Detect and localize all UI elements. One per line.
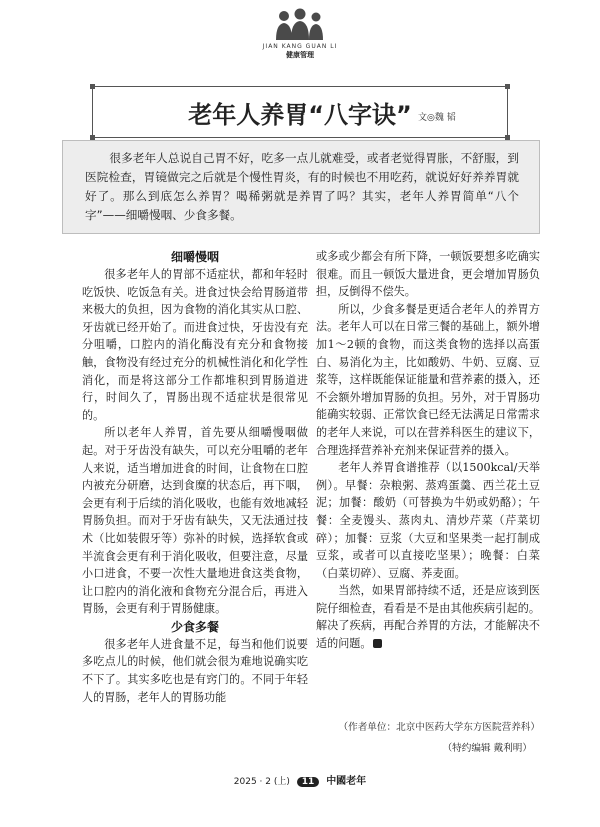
author-unit: （作者单位：北京中医药大学东方医院营养科） xyxy=(338,722,540,733)
issue-date: 2025 · 2 (上) xyxy=(233,777,290,787)
family-silhouette-icon xyxy=(272,8,328,42)
page-footer xyxy=(0,772,600,787)
intro-box xyxy=(62,140,540,234)
frame-corner xyxy=(90,84,95,89)
magazine-name: 中國老年 xyxy=(326,776,367,787)
intro-text: 很多老年人总说自己胃不好，吃多一点儿就难受，或者老觉得胃胀，不舒服，到医院检查，胃镜做完之后就是个慢性胃炎，有的时候也不用吃药，就说好好养养胃就好了。那么到底怎么养胃？喝稀粥就是养胃了吗？其实，老年人养胃简单“八个字”——细嚼慢咽、少食多餐。 xyxy=(85,151,519,222)
right-column xyxy=(316,248,540,653)
article-title: 老年人养胃“八字诀” xyxy=(188,101,412,129)
column-emblem xyxy=(260,8,340,68)
closing-text: 当然，如果胃部持续不适，还是应该到医院仔细检查，看看是不是由其他疾病引起的。解决了疾病，再配合养胃的方法，才能解决不适的问题。 xyxy=(316,584,540,651)
editor-credit: （特约编辑 戴利明） xyxy=(442,743,532,754)
left-column xyxy=(82,248,308,706)
body-paragraph: 或多或少都会有所下降，一顿饭要想多吃确实很难。而且一顿饭大量进食，更会增加胃肠负担，反倒得不偿失。 xyxy=(316,250,540,299)
body-paragraph: 老年人养胃食谱推荐（以1500kcal/天举例）。早餐：杂粮粥、蒸鸡蛋羹、西兰花土豆泥；加餐：酸奶（可替换为牛奶或奶酪）；午餐：全麦馒头、蒸肉丸、清炒芹菜（芹菜切碎）；加餐：豆浆（大豆和坚果类一起打制成豆浆，或者可以直接吃坚果）；晚餐：白菜（白菜切碎）、豆腐、荞麦面。 xyxy=(316,461,540,580)
section-heading: 少食多餐 xyxy=(170,619,219,634)
frame-corner xyxy=(505,84,510,89)
body-paragraph: 所以老年人养胃，首先要从细嚼慢咽做起。对于牙齿没有缺失，可以充分咀嚼的老年人来说，适当增加进食的时间，让食物在口腔内被充分研磨，达到食糜的状态后，再下咽，会更有利于后续的消化吸收，也能有效地减轻胃肠负担。而对于牙齿有缺失，又无法通过技术（比如装假牙等）弥补的时候，选择软食或半流食会更有利于消化吸收，但要注意，尽量小口进食，不要一次性大量地进食这类食物，让口腔内的消化液和食物充分混合后，再进入胃肠，会更有利于胃肠健康。 xyxy=(82,426,308,616)
column-name: 健康管理 xyxy=(286,51,314,59)
page-number: 11 xyxy=(297,777,320,787)
column-pinyin: JIAN KANG GUAN LI xyxy=(262,43,338,50)
section-heading: 细嚼慢咽 xyxy=(170,250,219,264)
end-mark-icon xyxy=(373,639,382,648)
body-paragraph: 很多老年人的胃部不适症状，都和年轻时吃饭快、吃饭急有关。进食过快会给胃肠道带来极大的负担，因为食物的消化其实从口腔、牙齿就已经开始了。而进食过快，牙齿没有充分咀嚼，口腔内的消化酶没有充分和食物接触，食物没有经过充分的机械性消化和化学性消化，而是将这部分工作都堆积到胃肠道进行，时间久了，胃肠出现不适症状是很常见的。 xyxy=(82,268,308,422)
body-paragraph: 所以，少食多餐是更适合老年人的养胃方法。老年人可以在日常三餐的基础上，额外增加1～2顿的食物，而这类食物的选择以高蛋白、易消化为主，比如酸奶、牛奶、豆腐、豆浆等，这样既能保证能量和营养素的摄入，还不会额外增加胃肠的负担。另外，对于胃肠功能确实较弱、正常饮食已经无法满足日常需求的老年人来说，可以在营养科医生的建议下，合理选择营养补充剂来保证营养的摄入。 xyxy=(316,302,540,457)
body-paragraph: 很多老年人进食量不足，每当和他们说要多吃点儿的时候，他们就会很为难地说确实吃不下了。其实多吃也是有窍门的。不同于年轻人的胃肠，老年人的胃肠功能 xyxy=(82,637,308,704)
body-paragraph xyxy=(316,582,540,652)
author-byline: 文◎魏 韬 xyxy=(418,113,456,123)
